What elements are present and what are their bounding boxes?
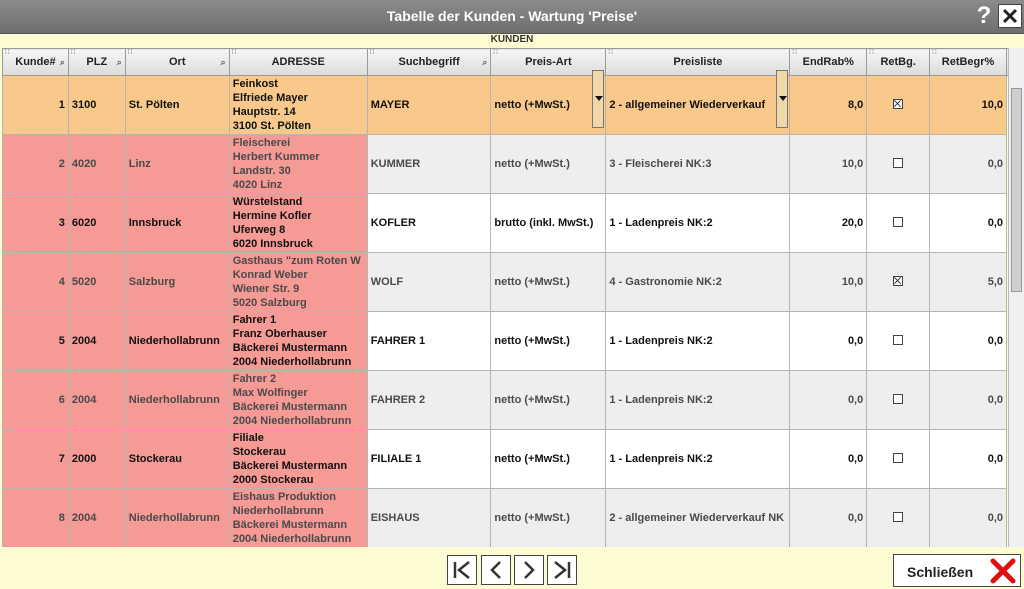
cell-ort[interactable]: Stockerau <box>125 430 229 489</box>
address-line: Bäckerei Mustermann <box>232 460 348 472</box>
section-title: KUNDEN <box>490 34 534 45</box>
column-label: EndRab% <box>802 56 854 68</box>
cell-adresse[interactable] <box>229 312 367 371</box>
scroll-thumb[interactable] <box>1011 88 1022 292</box>
preisliste-value-wrap <box>609 217 786 229</box>
column-header-1[interactable] <box>68 49 125 76</box>
chevron-right-icon <box>519 560 539 580</box>
cell-plz[interactable]: 3100 <box>68 76 125 135</box>
cell-retbegr[interactable]: 5,0 <box>930 253 1007 312</box>
address-line: Niederhollabrunn <box>232 505 324 517</box>
close-button[interactable] <box>893 554 1021 587</box>
column-header-7[interactable] <box>790 49 867 76</box>
address-line: Landstr. 30 <box>232 165 291 177</box>
drag-handle-icon[interactable]: ∷ <box>231 49 237 56</box>
cell-suchbegriff[interactable]: EISHAUS <box>367 489 491 548</box>
cell-preisliste[interactable] <box>606 253 790 312</box>
drag-handle-icon[interactable]: ∷ <box>792 49 797 56</box>
preisart-value: brutto (inkl. MwSt.) <box>494 217 594 229</box>
address-line: 2004 Niederhollabrunn <box>232 533 352 545</box>
cell-suchbegriff[interactable]: MAYER <box>367 76 491 135</box>
title-bar <box>0 0 1024 34</box>
preisart-value-wrap <box>494 99 602 111</box>
column-header-8[interactable] <box>867 49 930 76</box>
column-label: Ort <box>168 56 186 68</box>
cell-adresse[interactable] <box>229 135 367 194</box>
cell-retbegr[interactable]: 0,0 <box>930 312 1007 371</box>
address-line: Bäckerei Mustermann <box>232 342 348 354</box>
preisart-value-wrap <box>494 453 602 465</box>
address-line: Elfriede Mayer <box>232 92 308 104</box>
cell-retbegr[interactable]: 0,0 <box>930 430 1007 489</box>
cell-plz[interactable]: 2004 <box>68 489 125 548</box>
column-header-4[interactable] <box>367 49 491 76</box>
red-x-icon <box>990 558 1016 584</box>
preisliste-value: 1 - Ladenpreis NK:2 <box>609 217 713 229</box>
address-line: 2004 Niederhollabrunn <box>232 415 352 427</box>
column-label: Preis-Art <box>525 56 572 68</box>
window-title: Tabelle der Kunden - Wartung 'Preise' <box>386 8 638 24</box>
preisart-value: netto (+MwSt.) <box>494 512 570 524</box>
preisart-value-wrap <box>494 276 602 288</box>
cell-preisart[interactable] <box>491 194 606 253</box>
drag-handle-icon[interactable]: ∷ <box>608 49 613 56</box>
column-header-6[interactable] <box>606 49 790 76</box>
table-row[interactable] <box>3 430 1024 489</box>
column-header-3[interactable] <box>229 49 367 76</box>
preisliste-value: 1 - Ladenpreis NK:2 <box>609 335 713 347</box>
previous-record-button[interactable] <box>481 555 511 585</box>
address-line: Wiener Str. 9 <box>232 283 300 295</box>
cell-kunde[interactable]: 1 <box>3 76 69 135</box>
cell-endrab[interactable]: 10,0 <box>790 253 867 312</box>
address-line: Hauptstr. 14 <box>232 106 296 118</box>
cell-endrab[interactable]: 8,0 <box>790 76 867 135</box>
cell-kunde[interactable]: 7 <box>3 430 69 489</box>
header-row <box>3 49 1024 76</box>
cell-ort[interactable]: Niederhollabrunn <box>125 489 229 548</box>
drag-handle-icon[interactable]: ∷ <box>369 49 375 56</box>
cell-adresse[interactable] <box>229 194 367 253</box>
address-line: Fleischerei <box>232 137 291 149</box>
cell-retbegr[interactable]: 0,0 <box>930 135 1007 194</box>
address-line: Max Wolfinger <box>232 387 308 399</box>
retbg-checkbox[interactable] <box>893 99 903 109</box>
search-icon[interactable]: ⌕ <box>482 57 488 67</box>
column-header-2[interactable] <box>125 49 229 76</box>
preisliste-value: 2 - allgemeiner Wiederverkauf <box>609 99 766 111</box>
cell-preisliste[interactable] <box>606 312 790 371</box>
close-icon <box>1002 8 1018 24</box>
address-line: Hermine Kofler <box>232 210 312 222</box>
cell-kunde[interactable]: 8 <box>3 489 69 548</box>
cell-adresse[interactable] <box>229 371 367 430</box>
cell-ort[interactable]: Niederhollabrunn <box>125 371 229 430</box>
cell-kunde[interactable]: 5 <box>3 312 69 371</box>
cell-preisliste[interactable] <box>606 430 790 489</box>
cell-retbg[interactable] <box>867 253 930 312</box>
table-row[interactable] <box>3 76 1024 135</box>
cell-preisart[interactable] <box>491 253 606 312</box>
next-record-button[interactable] <box>514 555 544 585</box>
cell-retbegr[interactable]: 0,0 <box>930 371 1007 430</box>
retbg-checkbox[interactable] <box>893 394 903 404</box>
preisart-value-wrap <box>494 217 602 229</box>
address-line: Franz Oberhauser <box>232 328 327 340</box>
preisliste-value-wrap <box>609 394 786 406</box>
first-icon <box>452 560 472 580</box>
retbg-checkbox[interactable] <box>893 276 903 286</box>
address-line: Bäckerei Mustermann <box>232 401 348 413</box>
cell-preisliste[interactable] <box>606 76 790 135</box>
retbg-checkbox[interactable] <box>893 158 903 168</box>
preisart-value: netto (+MwSt.) <box>494 453 570 465</box>
retbg-checkbox[interactable] <box>893 512 903 522</box>
preisart-value: netto (+MwSt.) <box>494 394 570 406</box>
cell-preisart[interactable] <box>491 312 606 371</box>
table-row[interactable] <box>3 489 1024 548</box>
drag-handle-icon[interactable]: ∷ <box>70 49 76 56</box>
address-line: Eishaus Produktion <box>232 491 337 503</box>
preisart-value-wrap <box>494 335 602 347</box>
cell-suchbegriff[interactable]: KOFLER <box>367 194 491 253</box>
preisliste-value-wrap <box>609 335 786 347</box>
column-label: RetBg. <box>880 56 916 68</box>
preisliste-value-wrap <box>609 99 786 111</box>
cell-retbg[interactable] <box>867 135 930 194</box>
search-icon[interactable]: ⌕ <box>220 57 226 67</box>
cell-kunde[interactable]: 2 <box>3 135 69 194</box>
cell-suchbegriff[interactable]: FAHRER 1 <box>367 312 491 371</box>
column-label: RetBegr% <box>941 56 995 68</box>
first-record-button[interactable] <box>447 555 477 585</box>
cell-adresse[interactable] <box>229 489 367 548</box>
preisliste-value: 1 - Ladenpreis NK:2 <box>609 394 713 406</box>
address-line: 3100 St. Pölten <box>232 120 311 132</box>
customer-table <box>2 48 1024 548</box>
preisart-value: netto (+MwSt.) <box>494 99 570 111</box>
preisart-value: netto (+MwSt.) <box>494 276 570 288</box>
cell-endrab[interactable]: 0,0 <box>790 430 867 489</box>
preisliste-value: 2 - allgemeiner Wiederverkauf NK <box>609 512 785 524</box>
drag-handle-icon[interactable]: ∷ <box>127 49 133 56</box>
cell-endrab[interactable]: 0,0 <box>790 489 867 548</box>
preisliste-value: 4 - Gastronomie NK:2 <box>609 276 722 288</box>
cell-preisliste[interactable] <box>606 489 790 548</box>
table-row[interactable] <box>3 312 1024 371</box>
retbg-checkbox[interactable] <box>893 453 903 463</box>
cell-retbg[interactable] <box>867 194 930 253</box>
address-line: 2004 Niederhollabrunn <box>232 356 352 368</box>
cell-ort[interactable]: Innsbruck <box>125 194 229 253</box>
column-label: PLZ <box>86 56 108 68</box>
preisart-value: netto (+MwSt.) <box>494 335 570 347</box>
preisliste-dropdown-button[interactable] <box>776 70 788 128</box>
cell-suchbegriff[interactable]: FILIALE 1 <box>367 430 491 489</box>
cell-kunde[interactable]: 6 <box>3 371 69 430</box>
column-header-9[interactable] <box>930 49 1007 76</box>
table-row[interactable] <box>3 194 1024 253</box>
cell-plz[interactable]: 5020 <box>68 253 125 312</box>
preisliste-value-wrap <box>609 512 786 524</box>
cell-plz[interactable]: 2000 <box>68 430 125 489</box>
cell-suchbegriff[interactable]: FAHRER 2 <box>367 371 491 430</box>
address-line: Konrad Weber <box>232 269 308 281</box>
cell-retbg[interactable] <box>867 371 930 430</box>
address-line: Uferweg 8 <box>232 224 286 236</box>
cell-retbegr[interactable]: 10,0 <box>930 76 1007 135</box>
window-close-button[interactable] <box>998 4 1022 28</box>
cell-adresse[interactable] <box>229 253 367 312</box>
preisart-value-wrap <box>494 158 602 170</box>
cell-kunde[interactable]: 4 <box>3 253 69 312</box>
cell-adresse[interactable] <box>229 76 367 135</box>
cell-kunde[interactable]: 3 <box>3 194 69 253</box>
address-line: 5020 Salzburg <box>232 297 307 309</box>
column-header-5[interactable] <box>491 49 606 76</box>
vertical-scrollbar[interactable] <box>1008 48 1024 547</box>
preisart-dropdown-button[interactable] <box>592 70 604 128</box>
close-button-label: Schließen <box>907 564 974 580</box>
last-icon <box>552 560 572 580</box>
cell-retbg[interactable] <box>867 430 930 489</box>
address-line: Stockerau <box>232 446 286 458</box>
cell-preisart[interactable] <box>491 489 606 548</box>
cell-preisliste[interactable] <box>606 135 790 194</box>
cell-retbg[interactable] <box>867 76 930 135</box>
address-line: 4020 Linz <box>232 179 283 191</box>
preisliste-value: 3 - Fleischerei NK:3 <box>609 158 712 170</box>
cell-ort[interactable]: St. Pölten <box>125 76 229 135</box>
cell-suchbegriff[interactable]: WOLF <box>367 253 491 312</box>
cell-preisart[interactable] <box>491 76 606 135</box>
preisart-value-wrap <box>494 394 602 406</box>
address-line: Filiale <box>232 432 264 444</box>
cell-ort[interactable]: Niederhollabrunn <box>125 312 229 371</box>
column-label: Kunde# <box>15 56 56 68</box>
search-icon[interactable]: ⌕ <box>59 57 65 67</box>
cell-ort[interactable]: Salzburg <box>125 253 229 312</box>
cell-retbegr[interactable]: 0,0 <box>930 194 1007 253</box>
column-label: Preisliste <box>673 56 723 68</box>
search-icon[interactable]: ⌕ <box>116 57 122 67</box>
drag-handle-icon[interactable]: ∷ <box>932 49 937 56</box>
drag-handle-icon[interactable]: ∷ <box>493 49 498 56</box>
column-label: Suchbegriff <box>398 56 460 68</box>
preisliste-value: 1 - Ladenpreis NK:2 <box>609 453 713 465</box>
address-line: 2000 Stockerau <box>232 474 314 486</box>
cell-endrab[interactable]: 0,0 <box>790 371 867 430</box>
retbg-checkbox[interactable] <box>893 335 903 345</box>
cell-preisart[interactable] <box>491 371 606 430</box>
cell-preisart[interactable] <box>491 135 606 194</box>
column-label: ADRESSE <box>271 56 325 68</box>
preisliste-value-wrap <box>609 276 786 288</box>
address-line: Feinkost <box>232 78 278 90</box>
address-line: Fahrer 2 <box>232 373 277 385</box>
help-button[interactable]: ? <box>976 2 992 29</box>
cell-preisart[interactable] <box>491 430 606 489</box>
cell-plz[interactable]: 2004 <box>68 371 125 430</box>
drag-handle-icon[interactable]: ∷ <box>5 49 10 56</box>
cell-ort[interactable]: Linz <box>125 135 229 194</box>
address-line: Herbert Kummer <box>232 151 320 163</box>
preisliste-value-wrap <box>609 158 786 170</box>
preisliste-value-wrap <box>609 453 786 465</box>
address-line: Würstelstand <box>232 196 303 208</box>
cell-endrab[interactable]: 10,0 <box>790 135 867 194</box>
address-line: 6020 Innsbruck <box>232 238 313 250</box>
cell-preisliste[interactable] <box>606 371 790 430</box>
cell-suchbegriff[interactable]: KUMMER <box>367 135 491 194</box>
cell-adresse[interactable] <box>229 430 367 489</box>
cell-endrab[interactable]: 0,0 <box>790 312 867 371</box>
address-line: Bäckerei Mustermann <box>232 519 348 531</box>
drag-handle-icon[interactable]: ∷ <box>869 49 874 56</box>
address-line: Fahrer 1 <box>232 314 277 326</box>
cell-preisliste[interactable] <box>606 194 790 253</box>
cell-endrab[interactable]: 20,0 <box>790 194 867 253</box>
table-row[interactable] <box>3 135 1024 194</box>
last-record-button[interactable] <box>547 555 577 585</box>
preisart-value: netto (+MwSt.) <box>494 158 570 170</box>
cell-retbg[interactable] <box>867 489 930 548</box>
cell-retbegr[interactable]: 0,0 <box>930 489 1007 548</box>
address-line: Gasthaus "zum Roten W <box>232 255 361 267</box>
cell-plz[interactable]: 6020 <box>68 194 125 253</box>
cell-retbg[interactable] <box>867 312 930 371</box>
chevron-left-icon <box>486 560 506 580</box>
footer-bar <box>0 547 1024 589</box>
table-row[interactable] <box>3 371 1024 430</box>
cell-plz[interactable]: 2004 <box>68 312 125 371</box>
preisart-value-wrap <box>494 512 602 524</box>
cell-plz[interactable]: 4020 <box>68 135 125 194</box>
retbg-checkbox[interactable] <box>893 217 903 227</box>
column-header-0[interactable] <box>3 49 69 76</box>
table-row[interactable] <box>3 253 1024 312</box>
